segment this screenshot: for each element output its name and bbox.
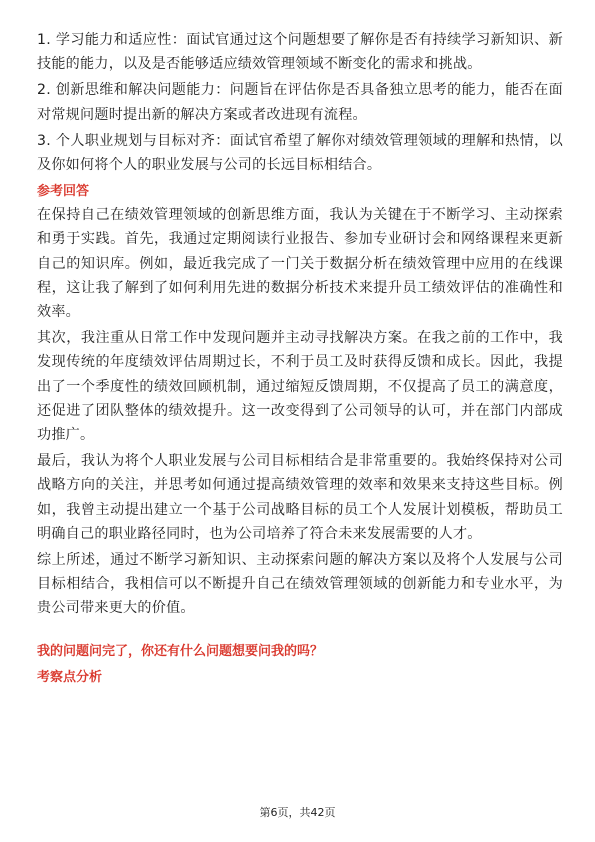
analysis-heading: 考察点分析	[37, 669, 103, 685]
page-footer: 第6页，共42页	[259, 806, 336, 819]
document-body	[37, 28, 563, 689]
next-question-heading: 我的问题问完了，你还有什么问题想要问我的吗？	[37, 643, 324, 659]
point-3: 3. 个人职业规划与目标对齐：面试官希望了解你对绩效管理领域的理解和热情，以及你如何将个人的职业发展与公司的长远目标相结合。	[37, 132, 563, 174]
reference-answer-heading: 参考回答	[37, 184, 90, 200]
point-1: 1. 学习能力和适应性：面试官通过这个问题想要了解你是否有持续学习新知识、新技能的能力，以及是否能够适应绩效管理领域不断变化的需求和挑战。	[37, 32, 563, 73]
answer-paragraph-3: 最后，我认为将个人职业发展与公司目标相结合是非常重要的。我始终保持对公司战略方向的关注，并思考如何通过提高绩效管理的效率和效果来支持这些目标。例如，我曾主动提出建立一个基于公司战略目标的员工个人发展计划模板，帮助员工明确自己的职业路径同时，也为公司培养了符合未来发展需要的人才。	[37, 453, 563, 542]
point-2: 2. 创新思维和解决问题能力：问题旨在评估你是否具备独立思考的能力，能否在面对常规问题时提出新的解决方案或者改进现有流程。	[37, 82, 563, 123]
answer-paragraph-4: 综上所述，通过不断学习新知识、主动探索问题的解决方案以及将个人发展与公司目标相结合，我相信可以不断提升自己在绩效管理领域的创新能力和专业水平，为贵公司带来更大的价值。	[37, 552, 563, 617]
answer-paragraph-1: 在保持自己在绩效管理领域的创新思维方面，我认为关键在于不断学习、主动探索和勇于实践。首先，我通过定期阅读行业报告、参加专业研讨会和网络课程来更新自己的知识库。例如，最近我完成了一门关于数据分析在绩效管理中应用的在线课程，这让我了解到了如何利用先进的数据分析技术来提升员工绩效评估的准确性和效率。	[37, 207, 563, 321]
answer-paragraph-2: 其次，我注重从日常工作中发现问题并主动寻找解决方案。在我之前的工作中，我发现传统的年度绩效评估周期过长，不利于员工及时获得反馈和成长。因此，我提出了一个季度性的绩效回顾机制，通过缩短反馈周期，不仅提高了员工的满意度，还促进了团队整体的绩效提升。这一改变得到了公司领导的认可，并在部门内部成功推广。	[37, 330, 563, 444]
